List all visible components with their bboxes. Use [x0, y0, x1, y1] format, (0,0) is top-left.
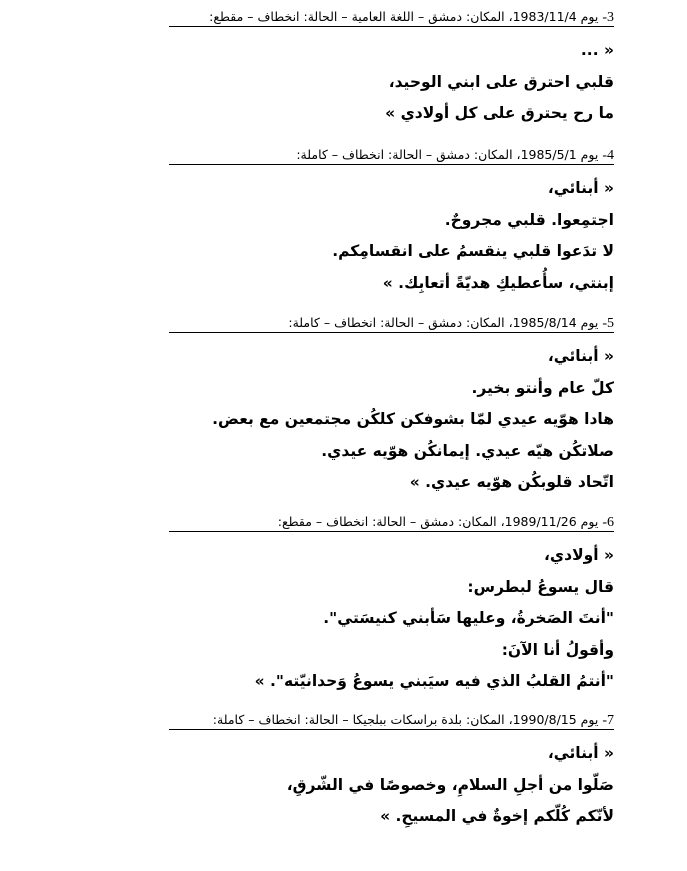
message-line: هادا هوّيه عيدي لمّا بشوفكن كلكُن مجتمعين مع بعض. [212, 410, 614, 428]
message-line: وأقولُ أنا الآنَ: [501, 640, 614, 659]
message-body [169, 341, 614, 499]
entry-4 [169, 146, 614, 299]
message-line: « أولادي، [544, 546, 614, 564]
message-line: صلاتكُن هيّه عيدي. إيمانكُن هوّيه عيدي. [321, 441, 614, 460]
message-line: « أبنائي، [547, 744, 614, 762]
message-line: اتّحاد قلوبكُن هوّيه عيدي. » [409, 473, 614, 491]
message-line: صَلّوا من أجلِ السلامِ، وخصوصًا في الشّرقِ، [286, 775, 614, 794]
message-line: "أنتمُ القلبُ الذي فيه سيَبني يسوعُ وَحدانيّته". » [254, 672, 614, 690]
message-line: إبنتي، سأُعطيكِ هديّةً أتعابِك. » [382, 273, 614, 292]
entry-header [169, 8, 614, 27]
message-line: "أنتَ الصَخرةُ، وعليها سَأبني كنيسَتي". [323, 609, 614, 627]
message-line: « أبنائي، [547, 179, 614, 197]
entry-6 [169, 513, 614, 698]
message-body [169, 173, 614, 299]
message-line: كلّ عام وأنتو بخير. [471, 378, 614, 397]
entry-header [169, 513, 614, 532]
message-line: « ... [580, 41, 614, 59]
message-line: لأنّكم كُلّكم إخوةٌ في المسيحِ. » [380, 807, 614, 825]
entry-header [169, 711, 614, 730]
message-line: قلبي احترق على ابني الوحيد، [388, 72, 614, 91]
message-line: لا تدَعوا قلبي ينقسمُ على انقسامِكم. [332, 242, 614, 260]
entry-header-text: يوم 1983/11/4، المكان: دمشق – اللغة العامية – الحالة: انخطاف – مقطع: [209, 9, 603, 24]
message-body [169, 35, 614, 130]
entry-number: 3- [602, 10, 614, 25]
entry-number: 5- [602, 316, 614, 331]
message-body [169, 540, 614, 698]
entry-5 [169, 314, 614, 499]
entry-number: 6- [602, 515, 614, 530]
entry-7 [169, 711, 614, 833]
entry-header-text: يوم 1990/8/15، المكان: بلدة براسكات ببلجيكا – الحالة: انخطاف – كاملة: [212, 712, 603, 727]
message-body [169, 738, 614, 833]
message-line: « أبنائي، [547, 347, 614, 365]
entry-3 [169, 8, 614, 130]
entry-header [169, 146, 614, 165]
entry-header-text: يوم 1985/5/1، المكان: دمشق – الحالة: انخطاف – كاملة: [296, 147, 603, 162]
entry-number: 4- [602, 148, 614, 163]
entry-header-text: يوم 1989/11/26، المكان: دمشق – الحالة: انخطاف – مقطع: [277, 514, 603, 529]
entry-header-text: يوم 1985/8/14، المكان: دمشق – الحالة: انخطاف – كاملة: [288, 315, 603, 330]
entry-header [169, 314, 614, 333]
entry-number: 7- [602, 713, 614, 728]
message-line: قال يسوعُ لبطرس: [467, 577, 614, 596]
message-line: اجتمِعوا. قلبي مجروحٌ. [444, 210, 614, 229]
message-line: ما رح يحترق على كل أولادي » [385, 104, 614, 122]
